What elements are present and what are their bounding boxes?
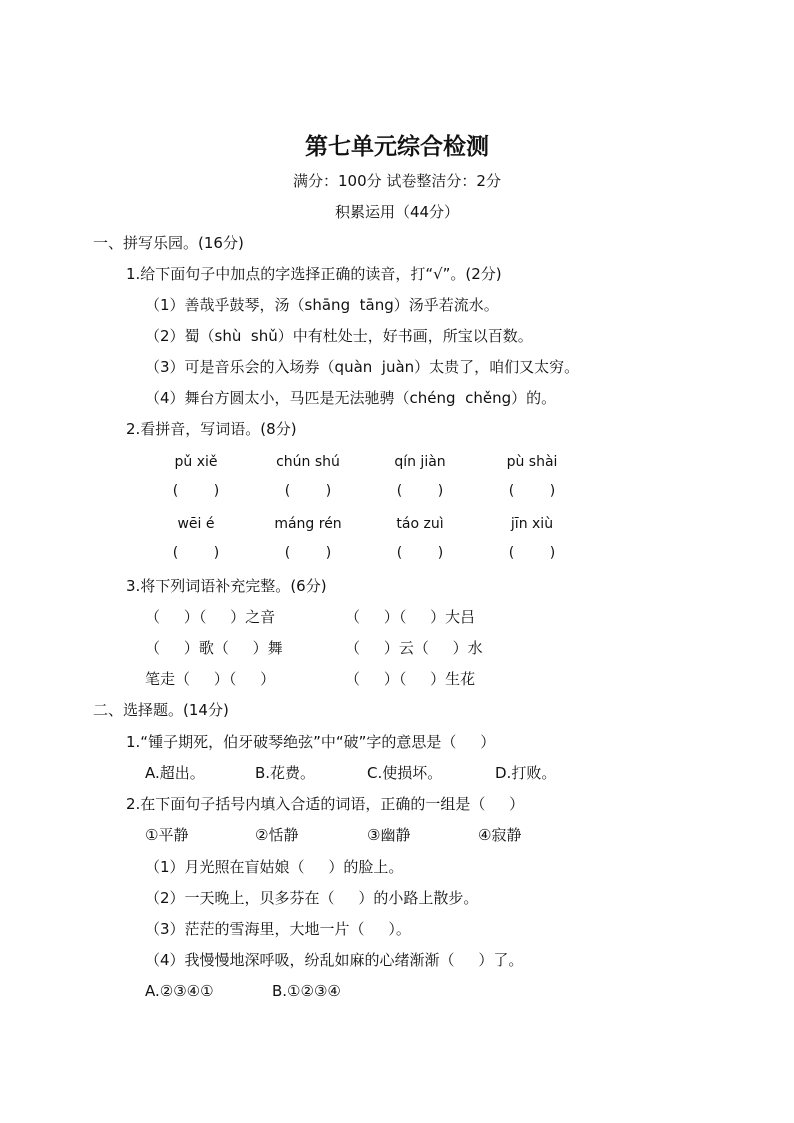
word-choice: ③幽静: [367, 826, 411, 844]
answer-row-2: [140, 543, 600, 563]
idiom-fill[interactable]: （ ）云（ ）水: [345, 639, 483, 657]
pinyin-row-2: [140, 514, 600, 534]
answer-blank[interactable]: ( ): [508, 483, 556, 499]
pinyin: wēi é: [177, 516, 215, 532]
idiom-fill[interactable]: （ ）（ ）之音: [145, 608, 276, 626]
pinyin: máng rén: [274, 516, 342, 532]
page-title: 第七单元综合检测: [305, 133, 489, 160]
section1-heading: 一、拼写乐园。(16分): [93, 234, 244, 252]
s2-q2-item-1: （1）月光照在盲姑娘（ ）的脸上。: [145, 858, 404, 876]
answer-blank[interactable]: ( ): [396, 483, 444, 499]
score-line: 满分：100分 试卷整洁分：2分: [293, 172, 501, 190]
s2-q2-item-4: （4）我慢慢地深呼吸，纷乱如麻的心绪渐渐（ ）了。: [145, 951, 524, 969]
q1-item-4: （4）舞台方圆太小，马匹是无法驰骋（chéng chěng）的。: [145, 389, 557, 407]
pinyin: chún shú: [276, 454, 340, 470]
pinyin: jīn xiù: [510, 516, 554, 532]
word-choice: ②恬静: [255, 826, 299, 844]
idiom-fill[interactable]: （ ）（ ）生花: [345, 670, 476, 688]
pinyin: qín jiàn: [394, 454, 446, 470]
idiom-fill[interactable]: 笔走（ ）（ ）: [145, 670, 276, 688]
part-heading: 积累运用（44分）: [334, 203, 460, 221]
pinyin: pǔ xiě: [174, 454, 218, 470]
s2-q1-prompt: 1.“锺子期死，伯牙破琴绝弦”中“破”字的意思是（ ）: [126, 733, 496, 751]
section2-heading: 二、选择题。(14分): [93, 701, 229, 719]
answer-blank[interactable]: ( ): [172, 483, 220, 499]
word-choice: ④寂静: [478, 826, 522, 844]
option[interactable]: B.①②③④: [272, 982, 341, 1000]
q1-item-2: （2）蜀（shù shǔ）中有杜处士，好书画，所宝以百数。: [145, 327, 533, 345]
q2-prompt: 2.看拼音，写词语。(8分): [126, 420, 297, 438]
pinyin: táo zuì: [396, 516, 444, 532]
s2-q2-item-2: （2）一天晚上，贝多芬在（ ）的小路上散步。: [145, 889, 479, 907]
q1-prompt: 1.给下面句子中加点的字选择正确的读音，打“√”。(2分): [126, 265, 502, 283]
answer-blank[interactable]: ( ): [508, 545, 556, 561]
answer-blank[interactable]: ( ): [284, 483, 332, 499]
q1-item-1: （1）善哉乎鼓琴，汤（shāng tāng）汤乎若流水。: [145, 296, 499, 314]
word-choice: ①平静: [145, 826, 189, 844]
pinyin-row-1: [140, 452, 600, 472]
pinyin: pù shài: [506, 454, 558, 470]
option[interactable]: A.超出。: [145, 764, 205, 782]
option[interactable]: B.花费。: [255, 764, 316, 782]
answer-blank[interactable]: ( ): [284, 545, 332, 561]
s2-q2-prompt: 2.在下面句子括号内填入合适的词语，正确的一组是（ ）: [126, 795, 525, 813]
idiom-fill[interactable]: （ ）歌（ ）舞: [145, 639, 283, 657]
q3-prompt: 3.将下列词语补充完整。(6分): [126, 577, 327, 595]
option[interactable]: A.②③④①: [145, 982, 214, 1000]
idiom-fill[interactable]: （ ）（ ）大吕: [345, 608, 476, 626]
option[interactable]: D.打败。: [495, 764, 557, 782]
q1-item-3: （3）可是音乐会的入场券（quàn juàn）太贵了，咱们又太穷。: [145, 358, 580, 376]
s2-q2-item-3: （3）茫茫的雪海里，大地一片（ ）。: [145, 920, 411, 938]
option[interactable]: C.使损坏。: [367, 764, 443, 782]
answer-row-1: [140, 481, 600, 501]
answer-blank[interactable]: ( ): [172, 545, 220, 561]
answer-blank[interactable]: ( ): [396, 545, 444, 561]
